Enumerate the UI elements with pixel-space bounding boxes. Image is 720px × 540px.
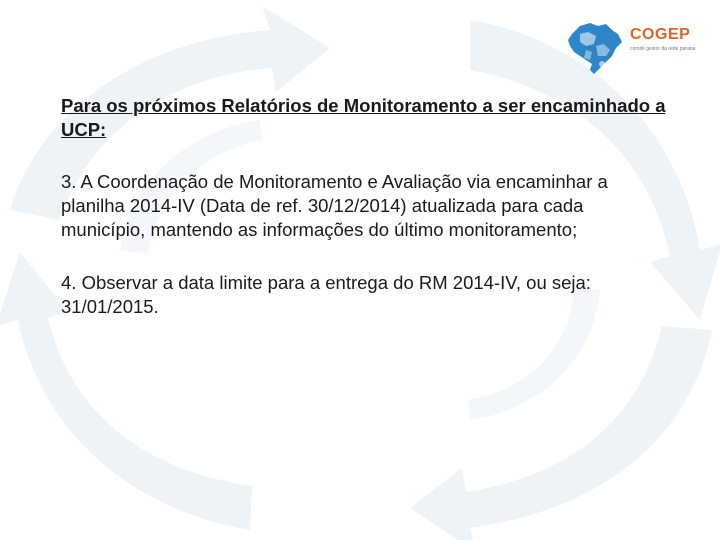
slide-content — [61, 94, 671, 319]
logo-tagline: comitê gestor da rede parana — [630, 46, 696, 52]
cogep-logo — [566, 18, 706, 78]
slide-heading: Para os próximos Relatórios de Monitoramento a ser encaminhado a UCP: — [61, 95, 666, 140]
logo-name: COGEP — [630, 26, 691, 43]
paragraph-item-3: 3. A Coordenação de Monitoramento e Avaliação via encaminhar a planilha 2014-IV (Data de ref. 30/12/2014) atualizada para cada município, mantendo as informações do último monitoramento; — [61, 171, 608, 240]
brazil-map-icon — [566, 20, 624, 76]
paragraph-item-4: 4. Observar a data limite para a entrega do RM 2014-IV, ou seja: 31/01/2015. — [61, 272, 591, 317]
